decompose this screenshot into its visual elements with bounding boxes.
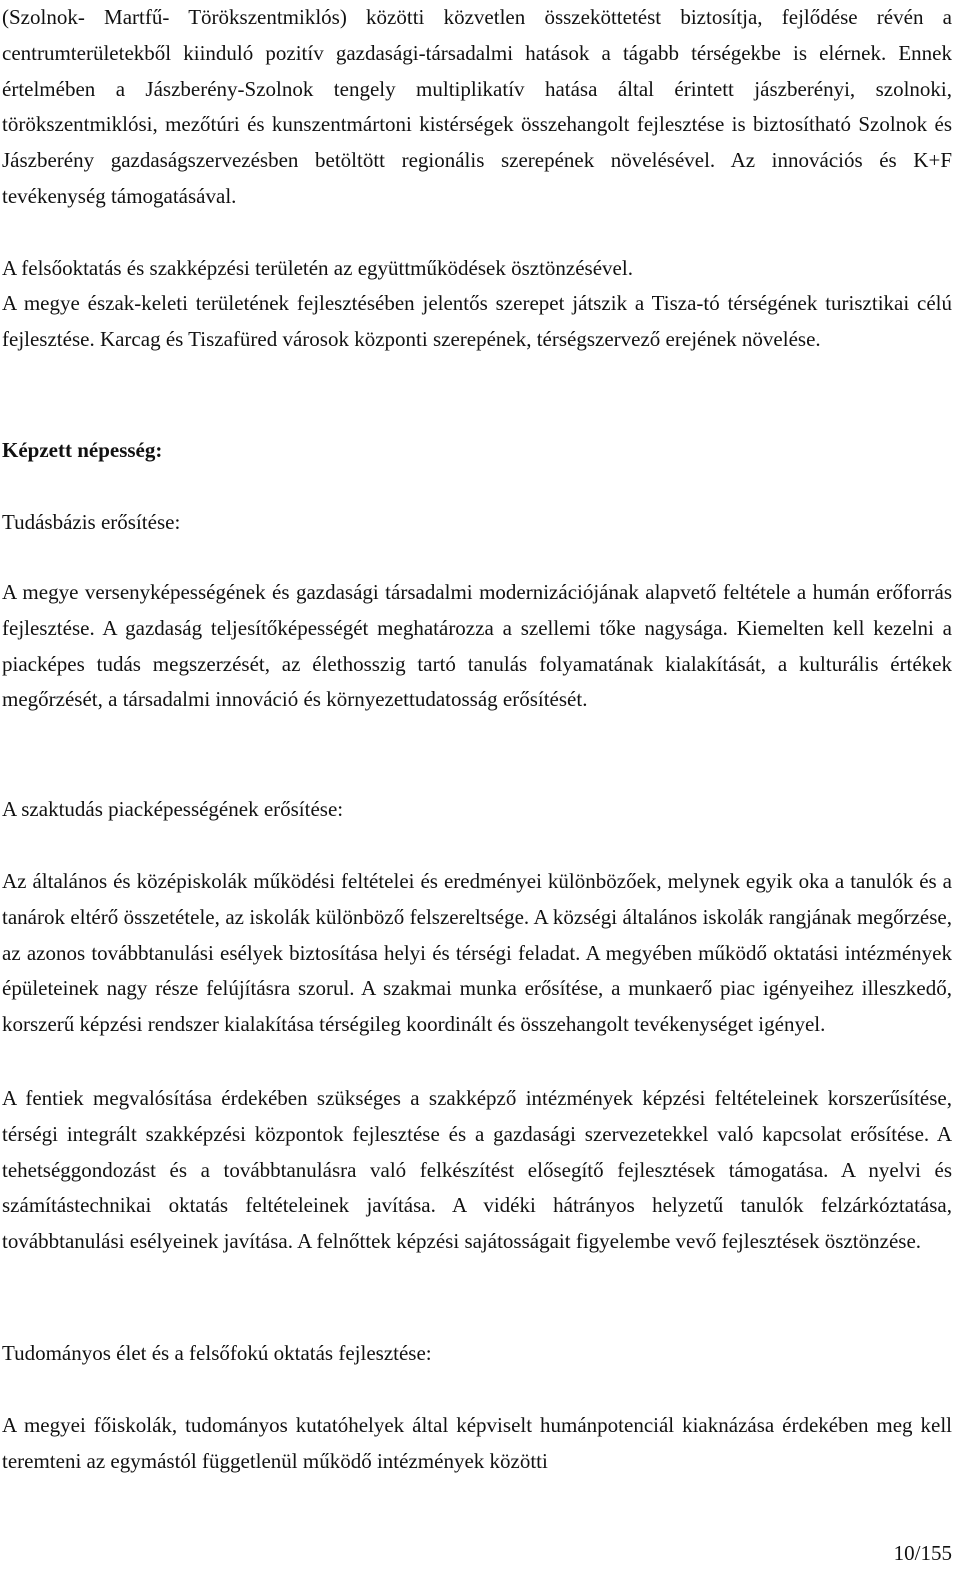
intro-paragraph: (Szolnok- Martfű- Törökszentmiklós) közötti közvetlen összeköttetést biztosítja, fejlődése révén a centrumterületekből kiinduló pozitív gazdasági-társadalmi hatások a tágabb térségekbe is elérnek. Ennek értelmében a Jászberény-Szolnok tengely multiplikatív hatása által érintett jászberényi, szolnoki, törökszentmiklósi, mezőtúri és kunszentmártoni kistérségek összehangolt fejlesztése is biztosítható Szolnok és Jászberény gazdaságszervezésben betöltött regionális szerepének növelésével. Az innovációs és K+F tevékenység támogatásával. <box>2 5 952 208</box>
subheading-tudomanyos: Tudományos élet és a felsőfokú oktatás fejlesztése: <box>2 1341 432 1365</box>
foiskolak-paragraph: A megyei főiskolák, tudományos kutatóhelyek által képviselt humánpotenciál kiaknázása érdekében meg kell teremteni az egymástól függetlenül működő intézmények közötti <box>2 1413 952 1473</box>
subheading-szaktudas: A szaktudás piacképességének erősítése: <box>2 797 344 821</box>
felsooktatas-line: A felsőoktatás és szakképzési területén az együttműködések ösztönzésével. <box>2 256 633 280</box>
heading-kepzett-nepesseg: Képzett népesség: <box>2 438 163 462</box>
tudasbazis-paragraph: A megye versenyképességének és gazdasági társadalmi modernizációjának alapvető feltétele a humán erőforrás fejlesztése. A gazdaság teljesítőképességét meghatározza a szellemi tőke nagysága. Kiemelten kell kezelni a piacképes tudás megszerzését, az élethosszig tartó tanulás folyamatának kialakítását, a kulturális értékek megőrzését, a társadalmi innováció és környezettudatosság erősítését. <box>2 580 952 712</box>
iskolak-paragraph: Az általános és középiskolák működési feltételei és eredményei különbözőek, melynek egyik oka a tanulók és a tanárok eltérő összetétele, az iskolák különböző felszereltsége. A községi általános iskolák rangjának megőrzése, az azonos továbbtanulási esélyek biztosítása helyi és térségi feladat. A megyében működő oktatási intézmények épületeinek nagy része felújításra szorul. A szakmai munka erősítése, a munkaerő piac igényeihez illeszkedő, korszerű képzési rendszer kialakítása térségileg koordinált és összehangolt tevékenységet igényel. <box>2 869 952 1037</box>
fentiek-paragraph: A fentiek megvalósítása érdekében szükséges a szakképző intézmények képzési feltételeinek korszerűsítése, térségi integrált szakképzési központok fejlesztése és a gazdasági szervezetekkel való kapcsolat erősítése. A tehetséggondozást és a továbbtanulásra való felkészítést elősegítő fejlesztések támogatása. A nyelvi és számítástechnikai oktatás feltételeinek javítása. A vidéki hátrányos helyzetű tanulók felzárkóztatása, továbbtanulási esélyeinek javítása. A felnőttek képzési sajátosságait figyelembe vevő fejlesztések ösztönzése. <box>2 1086 952 1254</box>
subheading-tudasbazis: Tudásbázis erősítése: <box>2 510 181 534</box>
tisza-paragraph: A megye észak-keleti területének fejlesztésében jelentős szerepet játszik a Tisza-tó térségének turisztikai célú fejlesztése. Karcag és Tiszafüred városok központi szerepének, térségszervező erejének növelése. <box>2 291 952 351</box>
page-number: 10/155 <box>893 1541 952 1565</box>
